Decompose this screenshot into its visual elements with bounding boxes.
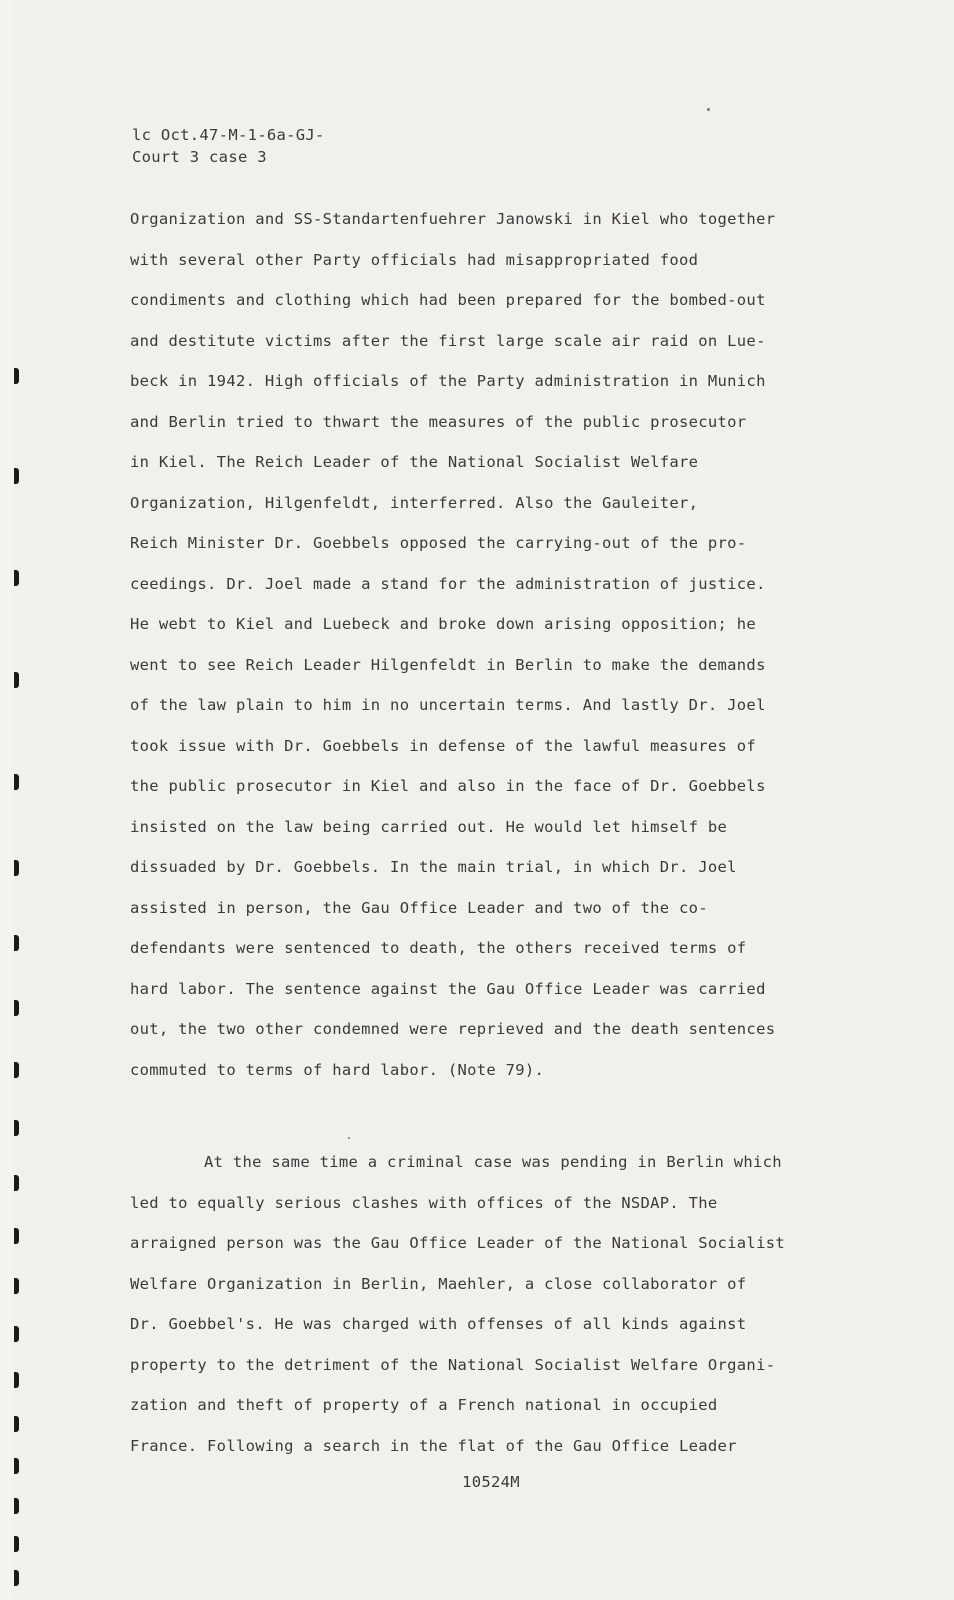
binding-hole (14, 1062, 19, 1078)
document-header (132, 124, 325, 168)
binding-hole (14, 570, 19, 586)
text-line: Dr. Goebbel's. He was charged with offenses of all kinds against (130, 1315, 747, 1333)
text-line: Reich Minister Dr. Goebbels opposed the carrying-out of the pro- (130, 534, 747, 552)
binding-hole (14, 1416, 19, 1432)
text-line: out, the two other condemned were reprieved and the death sentences (130, 1020, 776, 1038)
text-line: went to see Reich Leader Hilgenfeldt in Berlin to make the demands (130, 655, 766, 674)
text-line: He webt to Kiel and Luebeck and broke down arising opposition; he (130, 615, 757, 633)
binding-hole (14, 1326, 19, 1342)
text-line: took issue with Dr. Goebbels in defense of the lawful measures of (130, 736, 757, 755)
text-line: and Berlin tried to thwart the measures of the public prosecutor (130, 412, 747, 431)
binding-hole (14, 1372, 19, 1388)
text-line: At the same time a criminal case was pending in Berlin which (204, 1153, 782, 1171)
text-line: beck in 1942. High officials of the Party administration in Munich (130, 372, 766, 390)
binding-hole (14, 1498, 19, 1514)
binding-hole (14, 1175, 19, 1191)
text-line: defendants were sentenced to death, the others received terms of (130, 939, 747, 957)
binding-hole (14, 774, 19, 790)
text-line: with several other Party officials had misappropriated food (130, 250, 699, 269)
text-line: of the law plain to him in no uncertain terms. And lastly Dr. Joel (130, 696, 766, 714)
binding-hole (14, 672, 19, 688)
text-line: zation and theft of property of a French national in occupied (130, 1396, 718, 1414)
binding-hole (14, 1570, 19, 1586)
page-number: 10524M (462, 1473, 520, 1491)
text-line: led to equally serious clashes with offices of the NSDAP. The (130, 1193, 718, 1212)
binding-hole (14, 1228, 19, 1244)
text-line: commuted to terms of hard labor. (Note 79). (130, 1060, 545, 1079)
text-line: dissuaded by Dr. Goebbels. In the main trial, in which Dr. Joel (130, 858, 737, 876)
text-line: hard labor. The sentence against the Gau Office Leader was carried (130, 979, 766, 998)
text-line: assisted in person, the Gau Office Leader and two of the co- (130, 898, 708, 917)
text-line: Organization, Hilgenfeldt, interferred. Also the Gauleiter, (130, 493, 699, 512)
binding-hole (14, 468, 19, 484)
header-court-case: Court 3 case 3 (132, 148, 267, 166)
binding-hole (14, 368, 19, 384)
binding-hole (14, 860, 19, 876)
binding-hole (14, 1278, 19, 1294)
binding-hole (14, 935, 19, 951)
text-line: ceedings. Dr. Joel made a stand for the administration of justice. (130, 574, 766, 593)
text-line: property to the detriment of the National Socialist Welfare Organi- (130, 1355, 776, 1374)
binding-hole (14, 1000, 19, 1016)
binding-hole (14, 1458, 19, 1474)
text-line: Organization and SS-Standartenfuehrer Janowski in Kiel who together (130, 210, 776, 228)
text-line: insisted on the law being carried out. He would let himself be (130, 817, 728, 836)
text-line: and destitute victims after the first large scale air raid on Lue- (130, 331, 766, 350)
paper-speck (348, 1137, 350, 1139)
text-line: France. Following a search in the flat of the Gau Office Leader (130, 1436, 737, 1455)
text-line: in Kiel. The Reich Leader of the National Socialist Welfare (130, 453, 699, 471)
paragraph-2 (130, 1142, 850, 1466)
binding-holes (14, 0, 23, 1600)
text-line: Welfare Organization in Berlin, Maehler, a close collaborator of (130, 1274, 747, 1293)
binding-hole (14, 1536, 19, 1552)
paper-speck (707, 108, 710, 111)
header-reference: lc Oct.47-M-1-6a-GJ- (132, 126, 325, 144)
text-line: condiments and clothing which had been prepared for the bombed-out (130, 291, 766, 309)
paragraph-1 (130, 199, 850, 1090)
text-line: arraigned person was the Gau Office Leader of the National Socialist (130, 1234, 785, 1252)
binding-hole (14, 1120, 19, 1136)
text-line: the public prosecutor in Kiel and also in the face of Dr. Goebbels (130, 777, 766, 795)
